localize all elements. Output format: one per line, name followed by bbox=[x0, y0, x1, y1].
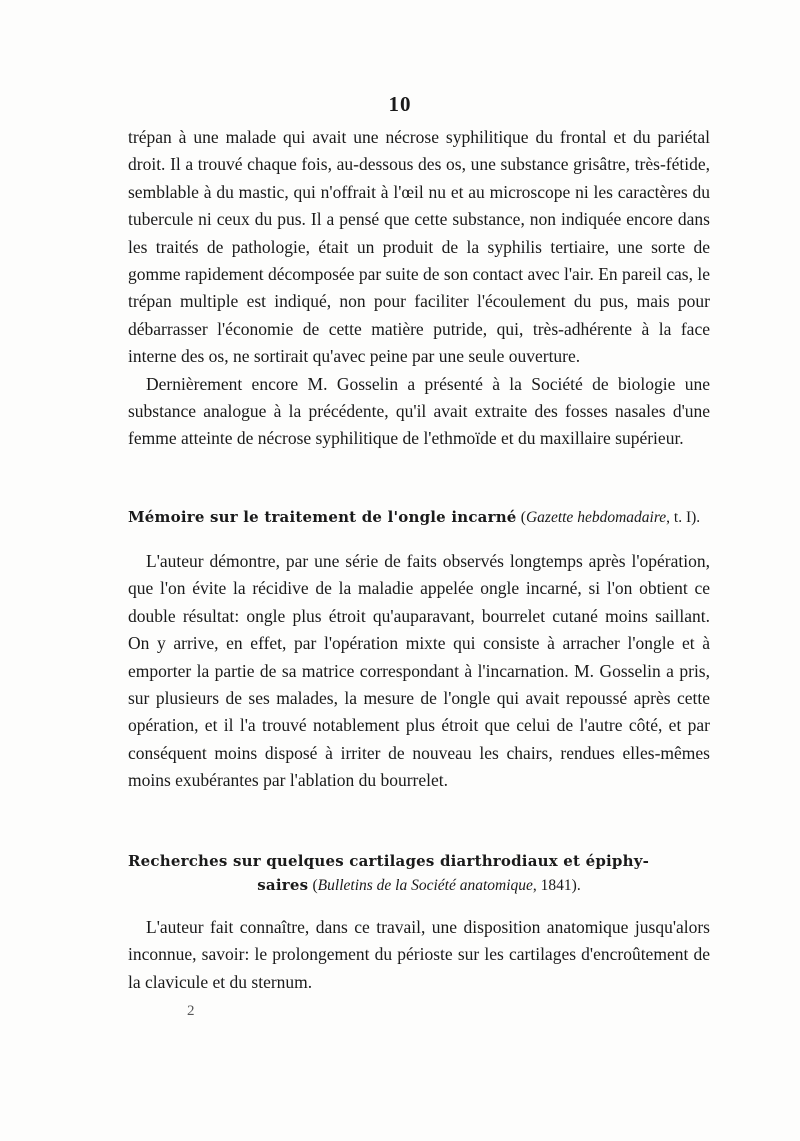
section-title-ongle: Mémoire sur le traitement de l'ongle incarné bbox=[128, 508, 517, 526]
main-text bbox=[128, 124, 710, 453]
page-number: 10 bbox=[388, 92, 412, 116]
paragraph-gosselin-biologie: Dernièrement encore M. Gosselin a présenté à la Société de biologie une substance analogue à la précédente, qu'il avait extraite des fosses nasales d'une femme atteinte de nécrose syphilitique de l'ethmoïde et du maxillaire supérieur. bbox=[128, 373, 710, 449]
section-ongle-incarne bbox=[128, 505, 710, 795]
section-title-cartilages-line2: saires bbox=[257, 876, 309, 894]
section-body-ongle: L'auteur démontre, par une série de faits observés longtemps après l'opération, que l'on évite la récidive de la maladie appelée ongle incarné, si l'on obtient ce double résultat: ongle plus étroit qu'auparavant, bourrelet cutané moins saillant. On y arrive, en effet, par l'opération mixte qui consiste à arracher l'ongle et à emporter la partie de sa matrice correspondant à l'incarnation. M. Gosselin a pris, sur plusieurs de ses malades, la mesure de l'ongle qui avait repoussé après cette opération, et il l'a trouvé notablement plus étroit que celui de l'autre côté, et par conséquent moins disposé à irriter de nouveau les chairs, rendues elles-mêmes moins exubérantes par l'ablation du bourrelet. bbox=[128, 551, 710, 791]
section-source-ongle: Gazette hebdomadaire bbox=[525, 509, 667, 526]
section-ref-ongle: , t. I). bbox=[666, 509, 701, 526]
section-heading-cartilages bbox=[128, 849, 710, 873]
section-title-cartilages-line1: Recherches sur quelques cartilages diarthrodiaux et épiphy- bbox=[128, 852, 650, 870]
section-ref-cartilages: , 1841). bbox=[532, 877, 581, 894]
paragraph-continuation: trépan à une malade qui avait une nécrose syphilitique du frontal et du pariétal droit. Il a trouvé chaque fois, au-dessous des os, une substance grisâtre, très-fétide, semblable à du mastic, qui n'offrait à l'œil nu et au microscope ni les caractères du tubercule ni ceux du pus. Il a pensé que cette substance, non indiquée encore dans les traités de pathologie, était un produit de la syphilis tertiaire, une sorte de gomme rapidement décomposée par suite de son contact avec l'air. En pareil cas, le trépan multiple est indiqué, non pour faciliter l'écoulement du pus, mais pour débarrasser l'économie de cette matière putride, qui, très-adhérente à la face interne des os, ne sortirait qu'avec peine par une seule ouverture. bbox=[128, 127, 710, 367]
section-source-open-2: ( bbox=[312, 877, 318, 894]
section-cartilages bbox=[128, 849, 710, 996]
section-source-open: ( bbox=[520, 509, 526, 526]
section-source-cartilages: Bulletins de la Société anatomique bbox=[317, 877, 533, 894]
section-heading-ongle bbox=[128, 505, 710, 530]
section-body-cartilages: L'auteur fait connaître, dans ce travail, une disposition anatomique jusqu'alors inconnue, savoir: le prolongement du périoste sur les cartilages d'encroûtement de la clavicule et du sternum. bbox=[128, 917, 710, 992]
printer-signature-mark: 2 bbox=[187, 1003, 195, 1019]
section-heading-cartilages-line2 bbox=[128, 873, 710, 898]
